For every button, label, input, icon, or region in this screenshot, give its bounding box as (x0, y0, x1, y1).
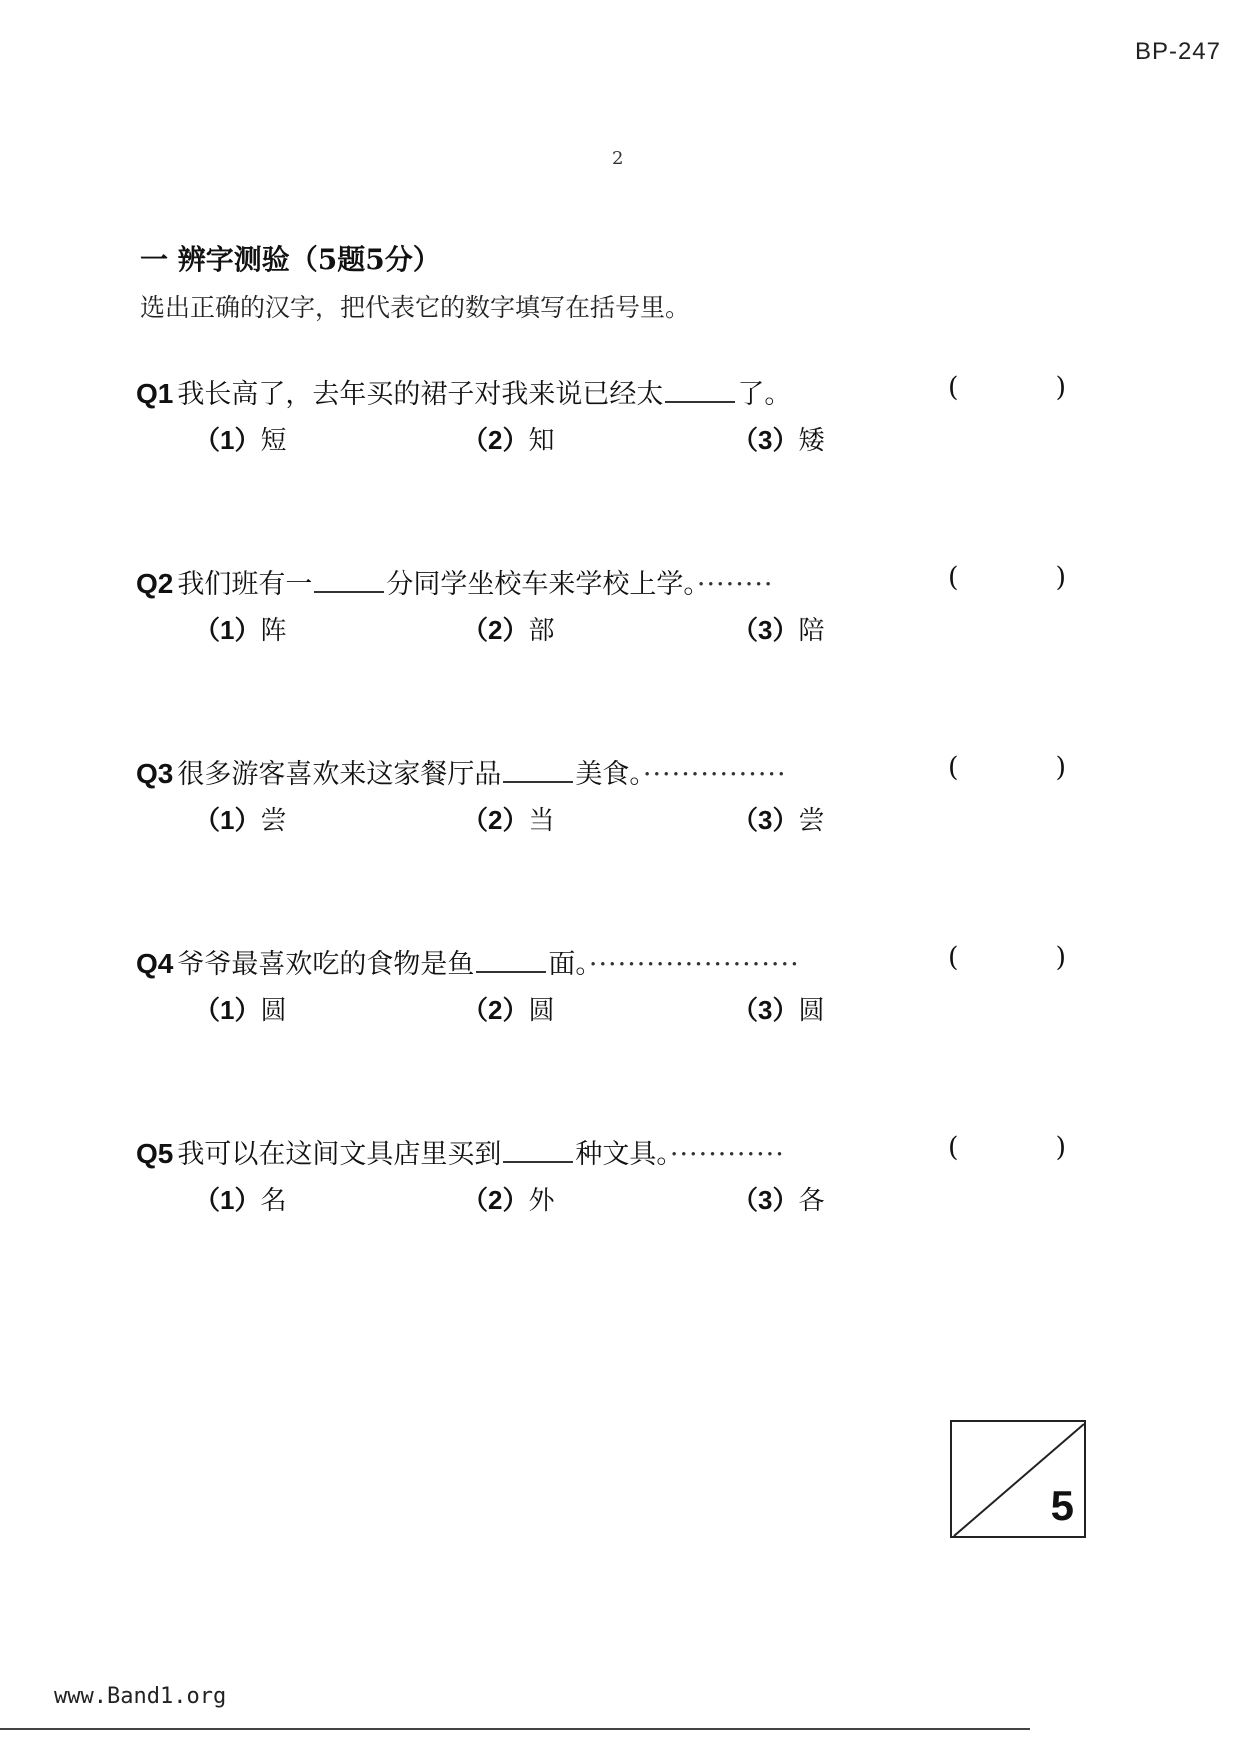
question-q3 (136, 752, 1076, 862)
option-1 (194, 420, 286, 457)
option-1 (194, 610, 286, 647)
question-line (136, 1132, 1076, 1176)
answer-paren-close[interactable]: ) (1055, 562, 1066, 593)
option-number: （1） (194, 1185, 261, 1215)
answer-paren-close[interactable]: ) (1055, 1132, 1066, 1163)
answer-paren-open[interactable]: ( (948, 942, 959, 973)
question-number: Q1 (136, 378, 174, 409)
footer-divider (0, 1728, 1030, 1730)
option-number: （3） (732, 615, 799, 645)
option-number: （2） (462, 805, 529, 835)
leader-dots: ········ (696, 569, 774, 600)
option-number: （1） (194, 425, 261, 455)
question-text-before: 爷爷最喜欢吃的食物是鱼 (177, 949, 475, 980)
answer-paren-open[interactable]: ( (948, 372, 959, 403)
option-char: 短 (260, 426, 287, 456)
option-2 (462, 420, 554, 457)
leader-dots: ············ (669, 1139, 785, 1170)
option-char: 圆 (528, 996, 555, 1026)
option-1 (194, 800, 286, 837)
question-number: Q2 (136, 568, 174, 599)
question-text-before: 很多游客喜欢来这家餐厅品 (177, 759, 502, 790)
answer-paren-open[interactable]: ( (948, 562, 959, 593)
option-char: 阵 (260, 616, 287, 646)
leader-dots: ··············· (642, 759, 787, 790)
options-row (136, 1180, 1076, 1224)
option-number: （2） (462, 1185, 529, 1215)
option-char: 陪 (798, 616, 825, 646)
question-q1 (136, 372, 1076, 482)
footer-url[interactable]: www.Band1.org (54, 1684, 227, 1709)
option-2 (462, 1180, 554, 1217)
option-char: 外 (528, 1186, 555, 1216)
question-line (136, 372, 1076, 416)
question-number: Q5 (136, 1138, 174, 1169)
option-char: 部 (528, 616, 555, 646)
option-2 (462, 990, 554, 1027)
question-text-after: 了。 (737, 379, 792, 410)
question-number: Q4 (136, 948, 174, 979)
question-q5 (136, 1132, 1076, 1242)
option-3 (732, 610, 824, 647)
option-number: （3） (732, 425, 799, 455)
option-char: 尝 (798, 806, 825, 836)
option-number: （3） (732, 1185, 799, 1215)
option-2 (462, 610, 554, 647)
answer-blank[interactable] (503, 1137, 573, 1163)
options-row (136, 420, 1076, 464)
question-text-before: 我长高了，去年买的裙子对我来说已经太 (177, 379, 664, 410)
option-2 (462, 800, 554, 837)
option-number: （2） (462, 425, 529, 455)
option-number: （2） (462, 615, 529, 645)
question-text-after: 种文具。 (575, 1139, 670, 1170)
option-3 (732, 1180, 824, 1217)
option-3 (732, 990, 824, 1027)
options-row (136, 610, 1076, 654)
answer-blank[interactable] (503, 757, 573, 783)
option-number: （2） (462, 995, 529, 1025)
question-line (136, 752, 1076, 796)
score-box (950, 1420, 1086, 1538)
option-char: 圆 (798, 996, 825, 1026)
question-text-after: 分同学坐校车来学校上学。 (386, 569, 697, 600)
option-number: （3） (732, 805, 799, 835)
answer-blank[interactable] (476, 947, 546, 973)
answer-paren-close[interactable]: ) (1055, 752, 1066, 783)
section-instruction: 选出正确的汉字，把代表它的数字填写在括号里。 (140, 293, 691, 322)
score-total: 5 (1050, 1482, 1074, 1529)
question-text-after: 美食。 (575, 759, 643, 790)
options-row (136, 800, 1076, 844)
question-text-before: 我可以在这间文具店里买到 (177, 1139, 502, 1170)
option-char: 当 (528, 806, 555, 836)
option-number: （1） (194, 995, 261, 1025)
answer-paren-close[interactable]: ) (1055, 942, 1066, 973)
option-1 (194, 990, 286, 1027)
question-text-after: 面。 (548, 949, 589, 980)
option-1 (194, 1180, 286, 1217)
answer-blank[interactable] (665, 377, 735, 403)
document-code: BP-247 (1134, 38, 1221, 65)
option-number: （3） (732, 995, 799, 1025)
option-number: （1） (194, 805, 261, 835)
option-char: 尝 (260, 806, 287, 836)
option-char: 矮 (798, 426, 825, 456)
question-q4 (136, 942, 1076, 1052)
option-3 (732, 800, 824, 837)
option-number: （1） (194, 615, 261, 645)
option-char: 名 (260, 1186, 287, 1216)
answer-paren-open[interactable]: ( (948, 1132, 959, 1163)
question-number: Q3 (136, 758, 174, 789)
answer-paren-close[interactable]: ) (1055, 372, 1066, 403)
question-line (136, 562, 1076, 606)
option-char: 圆 (260, 996, 287, 1026)
leader-dots: ······················ (588, 949, 800, 980)
question-text-before: 我们班有一 (177, 569, 313, 600)
option-char: 知 (528, 426, 555, 456)
question-q2 (136, 562, 1076, 672)
answer-blank[interactable] (314, 567, 384, 593)
section-title: 一 辨字测验（5题5分） (140, 243, 441, 276)
answer-paren-open[interactable]: ( (948, 752, 959, 783)
options-row (136, 990, 1076, 1034)
page-number: 2 (612, 148, 624, 169)
question-line (136, 942, 1076, 986)
option-3 (732, 420, 824, 457)
option-char: 各 (798, 1186, 825, 1216)
